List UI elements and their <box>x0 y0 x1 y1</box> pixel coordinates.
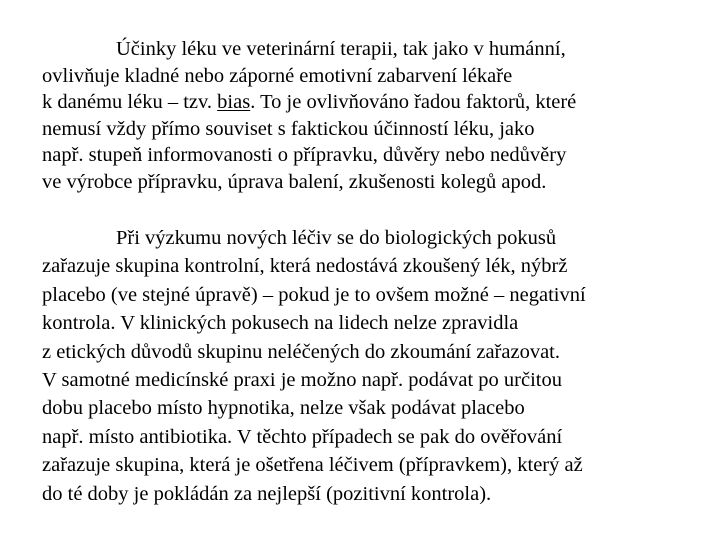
text-line: zařazuje skupina, která je ošetřena léčivem (přípravkem), který až <box>42 454 583 477</box>
bias-term-link[interactable]: bias <box>217 91 251 114</box>
text-line: nemusí vždy přímo souviset s faktickou účinností léku, jako <box>42 117 535 140</box>
text-line: placebo (ve stejné úpravě) – pokud je to ovšem možné – negativní <box>42 283 586 306</box>
text-line: ve výrobce přípravku, úprava balení, zkušenosti kolegů apod. <box>42 170 547 193</box>
text-line: např. stupeň informovanosti o přípravku, důvěry nebo nedůvěry <box>42 144 567 167</box>
text-line: kontrola. V klinických pokusech na lidech nelze zpravidla <box>42 312 519 335</box>
text-line: Při výzkumu nových léčiv se do biologických pokusů <box>116 227 557 249</box>
text-line: dobu placebo místo hypnotika, nelze však podávat placebo <box>42 397 525 420</box>
text-line: zařazuje skupina kontrolní, která nedostává zkoušený lék, nýbrž <box>42 255 568 278</box>
text-line: ovlivňuje kladné nebo záporné emotivní zabarvení lékaře <box>42 64 513 87</box>
text-line: z etických důvodů skupinu neléčených do zkoumání zařazovat. <box>42 340 561 363</box>
text-line: do té doby je pokládán za nejlepší (pozitivní kontrola). <box>42 482 492 505</box>
text-line: např. místo antibiotika. V těchto případech se pak do ověřování <box>42 425 563 448</box>
text-line-bias <box>42 89 702 116</box>
text-segment: k danému léku – tzv. <box>42 91 218 114</box>
text-line: Účinky léku ve veterinární terapii, tak jako v humánní, <box>116 38 566 60</box>
text-line: V samotné medicínské praxi je možno např. podávat po určitou <box>42 369 562 392</box>
paragraph-placebo <box>42 224 702 508</box>
text-segment: . To je ovlivňováno řadou faktorů, které <box>250 91 577 114</box>
paragraph-bias <box>42 36 702 196</box>
